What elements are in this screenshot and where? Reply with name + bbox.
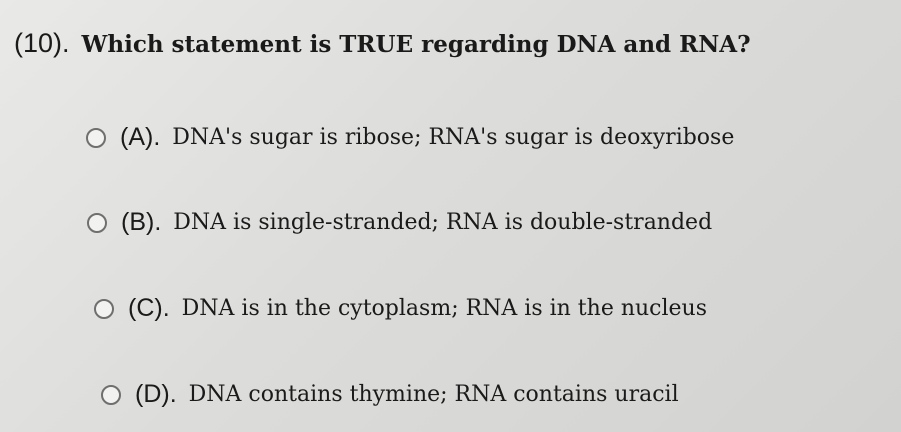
question-number: (10). [14,28,70,58]
radio-button-d[interactable] [101,385,121,405]
answer-option-a[interactable] [86,123,734,152]
question-prompt [14,28,751,59]
option-letter-d: (D). [135,380,177,408]
option-letter-b: (B). [121,208,162,236]
option-text-c: DNA is in the cytoplasm; RNA is in the nucleus [181,296,708,321]
option-text-d: DNA contains thymine; RNA contains uracil [188,382,679,407]
answer-option-d[interactable] [101,380,679,409]
answer-option-c[interactable] [94,294,707,323]
option-letter-a: (A). [120,123,161,151]
radio-button-b[interactable] [87,213,107,233]
option-text-a: DNA's sugar is ribose; RNA's sugar is deoxyribose [172,125,735,150]
option-letter-c: (C). [128,294,170,322]
question-text: Which statement is TRUE regarding DNA and RNA? [81,31,751,58]
radio-button-a[interactable] [86,128,106,148]
answer-option-b[interactable] [87,208,712,237]
radio-button-c[interactable] [94,299,114,319]
option-text-b: DNA is single-stranded; RNA is double-stranded [173,210,713,235]
